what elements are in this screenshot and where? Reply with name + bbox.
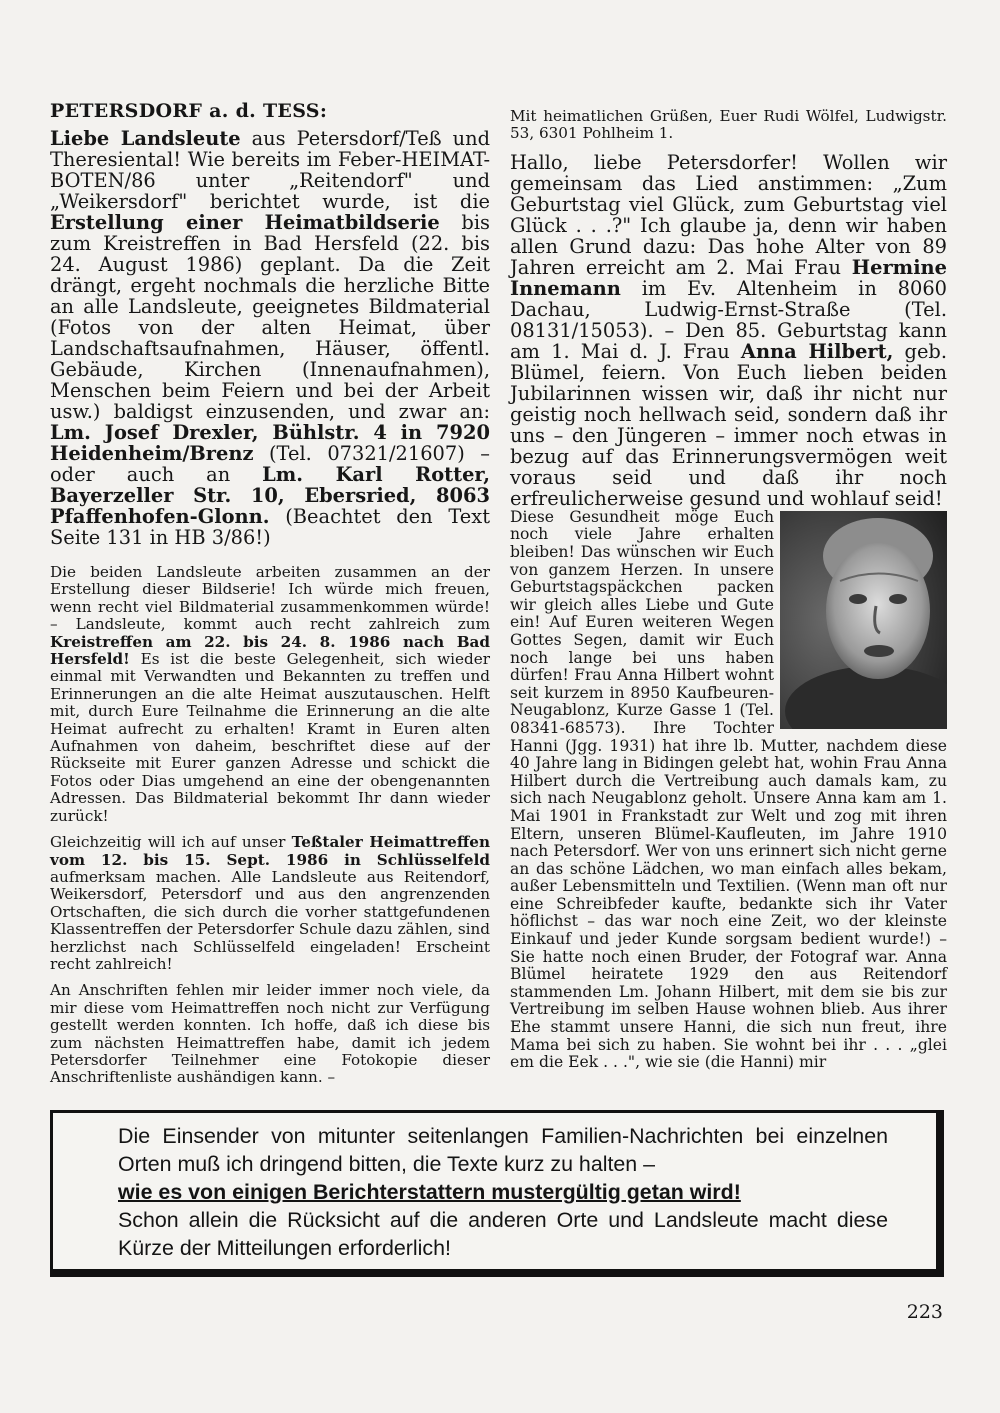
text-span: Gleichzeitig will ich auf unser (50, 833, 292, 852)
bold-span: Hermine Innemann (510, 255, 947, 300)
text-span: Es ist die beste Gelegenheit, sich wieder einmal mit Verwandten und Bekannten zu treffen und Erinnerungen an die alte Heimat auszutauschen. Helft mit, durch Eure Teilnahme die Erinnerung an die alte Heimat aufrecht zu erhalten! Kramt in Euren alten Aufnahmen von daheim, beschriftet diese auf der Rückseite mit Eurer ganzen Adresse und schickt die Fotos oder Dias umgehend an eine der obengenannten Adressen. Das Bildmaterial bekommt Ihr dann wieder zurück! (50, 650, 490, 825)
text-span: Die beiden Landsleute arbeiten zusammen an der Erstellung dieser Bildserie! Ich würde mich freuen, wenn recht viel Bildmaterial zusammenkommen würde! – Landsleute, kommt auch recht zahlreich zum (50, 563, 490, 634)
left-paragraph-3 (50, 834, 490, 973)
notice-text (118, 1122, 888, 1262)
text-span: bis zum Kreistreffen in Bad Hersfeld (22. bis 24. August 1986) geplant. Da die Zeit drängt, ergeht nochmals die herzliche Bitte an alle Landsleute, geeignetes Bildmaterial (Fotos von der alten Heimat, über Landschaftsaufnahmen, Häuser, öffentl. Gebäude, Kirchen (Innenaufnahmen), Menschen beim Feiern und bei der Arbeit usw.) baldigst einzusenden, und zwar an: (50, 211, 490, 423)
notice-emphasis: wie es von einigen Berichterstattern mustergültig getan wird! (118, 1180, 741, 1204)
left-paragraph-4: An Anschriften fehlen mir leider immer noch viele, da mir diese vom Heimattreffen noch nicht zur Verfügung gestellt werden konnten. Ich hoffe, daß ich diese bis zum nächsten Heimattreffen habe, damit ich jedem Petersdorfer Teilnehmer eine Fotokopie dieser Anschriftenliste aushändigen kann. – (50, 981, 490, 1087)
text-span: aus Petersdorf/Teß und Theresiental! Wie bereits im Feber-HEIMAT-BOTEN/86 unter „Reitendorf" und „Weikersdorf" berichtet wurde, ist die (50, 127, 490, 213)
right-paragraph-2 (510, 152, 947, 509)
right-paragraph-1: Mit heimatlichen Grüßen, Euer Rudi Wölfel, Ludwigstr. 53, 6301 Pohlheim 1. (510, 107, 947, 143)
notice-line-2: Schon allein die Rücksicht auf die anderen Orte und Landsleute macht diese Kürze der Mitteilungen erforderlich! (118, 1208, 888, 1260)
left-paragraph-2 (50, 564, 490, 825)
left-paragraph-1 (50, 128, 490, 548)
greeting: Liebe Landsleute (50, 127, 241, 150)
article-title: PETERSDORF a. d. TESS: (50, 100, 328, 122)
text-span: (Tel. 07321/21607) – oder auch an (50, 442, 490, 486)
right-paragraph-3 (510, 509, 947, 1072)
bold-span: Anna Hilbert, (740, 339, 894, 363)
address-rotter: Lm. Karl Rotter, Bayerzeller Str. 10, Ebersried, 8063 Pfaffenhofen-Glonn. (50, 463, 490, 528)
bold-span: Kreistreffen am 22. bis 24. 8. 1986 nach Bad Hersfeld! (50, 632, 490, 669)
portrait-photo (780, 511, 947, 729)
text-span: (Beachtet den Text Seite 131 in HB 3/86!) (50, 505, 490, 549)
text-span: Hallo, liebe Petersdorfer! Wollen wir gemeinsam das Lied anstimmen: „Zum Geburtstag viel Glück, zum Geburtstag viel Glück . . .?" Ich glaube ja, denn wir haben allen Grund dazu: Das hohe Alter von 89 Jahren erreicht am 2. Mai Frau (510, 150, 947, 279)
bold-span: Erstellung einer Heimatbildserie (50, 211, 440, 234)
text-span: geb. Blümel, feiern. Von Euch lieben beiden Jubilarinnen wissen wir, daß ihr nicht nur geistig noch hellwach seid, sondern daß ihr uns – den Jüngeren – immer noch etwas in bezug auf das Erinnerungsvermögen weit voraus seid und daß ihr noch erfreulicherweise gesund und wohlauf seid! (510, 339, 947, 510)
page-number: 223 (906, 1301, 943, 1323)
text-span: aufmerksam machen. Alle Landsleute aus Reitendorf, Weikersdorf, Petersdorf und aus den angrenzenden Ortschaften, die sich durch die vorher stattgefundenen Klassentreffen der Petersdorfer Schule dazu zählen, sind herzlichst nach Schlüsselfeld eingeladen! Erscheint recht zahlreich! (50, 867, 490, 973)
notice-box (50, 1110, 944, 1277)
right-column (510, 108, 947, 1072)
text-span: im Ev. Altenheim in 8060 Dachau, Ludwig-Ernst-Straße (Tel. 08131/15053). – Den 85. Geburtstag kann am 1. Mai d. J. Frau (510, 276, 947, 363)
address-drexler: Lm. Josef Drexler, Bühlstr. 4 in 7920 Heidenheim/Brenz (50, 421, 490, 465)
left-column (50, 100, 490, 1087)
birthday-text: Diese Gesundheit möge Euch noch viele Jahre erhalten bleiben! Das wünschen wir Euch von ganzem Herzen. In unsere Geburtstagspäckchen packen wir gleich alles Liebe und Gute ein! Auf Euren weiteren Wegen Gottes Segen, damit wir Euch noch lange bei uns haben dürfen! Frau Anna Hilbert wohnt seit kurzem in 8950 Kaufbeuren-Neugablonz, Kurze Gasse 1 (Tel. 08341-68573). Ihre Tochter Hanni (Jgg. 1931) hat ihre lb. Mutter, nachdem diese 40 Jahre lang in Bidingen gelebt hat, wohin Frau Anna Hilbert durch die Vertreibung auch damals kam, zu sich nach Neugablonz geholt. Unsere Anna kam am 1. Mai 1901 in Frankstadt zur Welt und zog mit ihren Eltern, unseren Blümel-Kaufleuten, im Jahre 1910 nach Petersdorf. Wer von uns erinnert sich nicht gerne an das schöne Lädchen, wo man einfach alles bekam, außer Lebensmitteln und Textilien. (Wenn man oft nur eine Schreibfeder kaufte, bedankte sich ihr Vater höflichst – das war noch eine Zeit, wo der kleinste Einkauf und jeder Kunde sorgsam bedient wurde!) – Sie hatte noch einen Bruder, der Fotograf war. Anna Blümel heiratete 1929 den aus Reitendorf stammenden Lm. Johann Hilbert, mit dem sie bis zur Vertreibung im selben Hause wohnen blieb. Aus ihrer Ehe stammt unsere Hanni, die sich nun freut, ihre Mama bei sich zu haben. Sie wohnt bei ihr . . . „glei em die Eek . . .", wie sie (die Hanni) mir (510, 507, 947, 1072)
notice-line-1: Die Einsender von mitunter seitenlangen Familien-Nachrichten bei einzelnen Orten muß ich dringend bitten, die Texte kurz zu halten – (118, 1124, 888, 1176)
bold-span: Teßtaler Heimattreffen vom 12. bis 15. Sept. 1986 in Schlüsselfeld (50, 833, 490, 869)
